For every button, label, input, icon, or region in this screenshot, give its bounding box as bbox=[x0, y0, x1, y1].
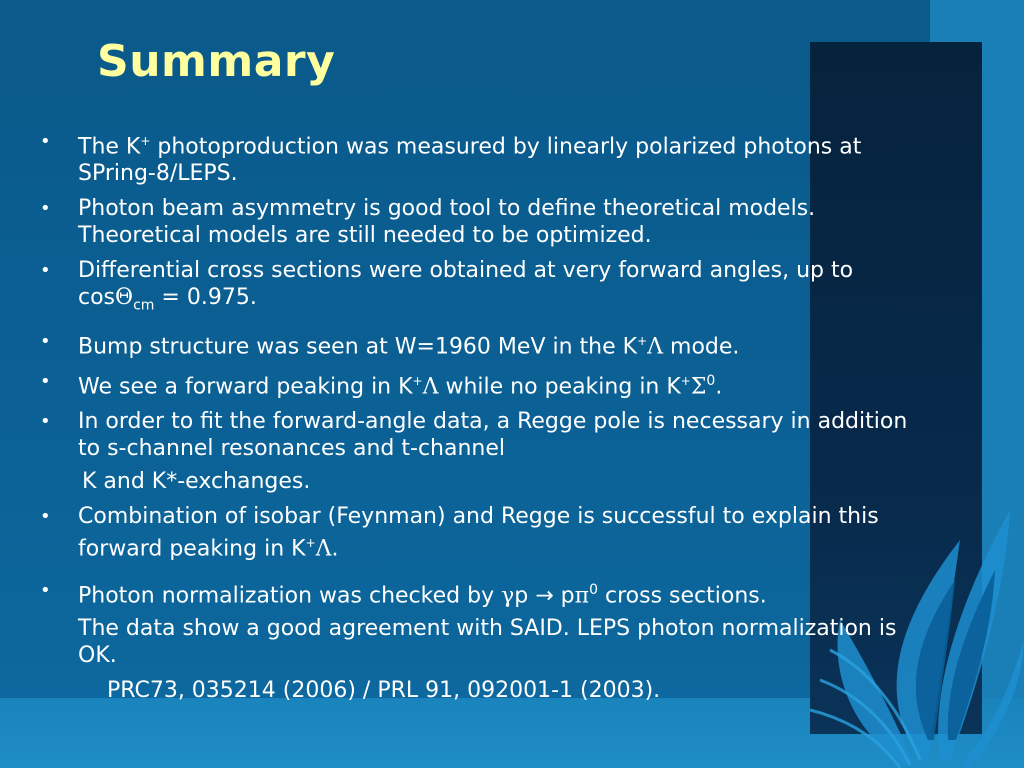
list-item-continuation: The data show a good agreement with SAID. LEPS photon normalization is OK. bbox=[78, 616, 897, 669]
bullet-dot-icon: • bbox=[40, 411, 51, 433]
list-item: • The K+ photoproduction was measured by linearly polarized photons at SPring-8/LEPS. bbox=[40, 128, 920, 187]
arrow-right-icon: → bbox=[535, 583, 554, 609]
bullet-dot-icon: • bbox=[40, 506, 51, 528]
bullet-dot-icon: • bbox=[40, 198, 51, 220]
bullet-dot-icon: • bbox=[40, 579, 51, 601]
list-item: • We see a forward peaking in K+Λ while no peaking in $K^+\Sigma^0$. bbox=[40, 368, 920, 400]
list-item: • Photon normalization was checked by $\gamma p \to p\pi^0$ cross sections. bbox=[40, 577, 920, 609]
list-item: • Differential cross sections were obtained at very forward angles, up to cosΘ$_{cm}$ = 0.975. bbox=[40, 258, 854, 314]
bullet-dot-icon: • bbox=[40, 330, 51, 352]
page-title: Summary bbox=[97, 36, 336, 87]
bullet-dot-icon: • bbox=[40, 260, 51, 282]
bullet-dot-icon: • bbox=[40, 371, 51, 393]
list-item: • Bump structure was seen at W=1960 MeV in the K+Λ mode. bbox=[40, 328, 920, 360]
list-item: • In order to fit the forward-angle data, a Regge pole is necessary in addition to s-channel resonances and t-channel bbox=[40, 409, 908, 462]
bullet-dot-icon: • bbox=[40, 131, 51, 152]
list-item-continuation: K and K*-exchanges. bbox=[82, 469, 311, 495]
summary-list bbox=[40, 128, 920, 669]
reference-citation: PRC73, 035214 (2006) / PRL 91, 092001-1 (2003). bbox=[107, 678, 661, 703]
list-item: • Photon beam asymmetry is good tool to define theoretical models. Theoretical models are still needed to be optimized. bbox=[40, 196, 816, 249]
list-item: • Combination of isobar (Feynman) and Regge is successful to explain this forward peaking in K+Λ. bbox=[40, 504, 879, 562]
